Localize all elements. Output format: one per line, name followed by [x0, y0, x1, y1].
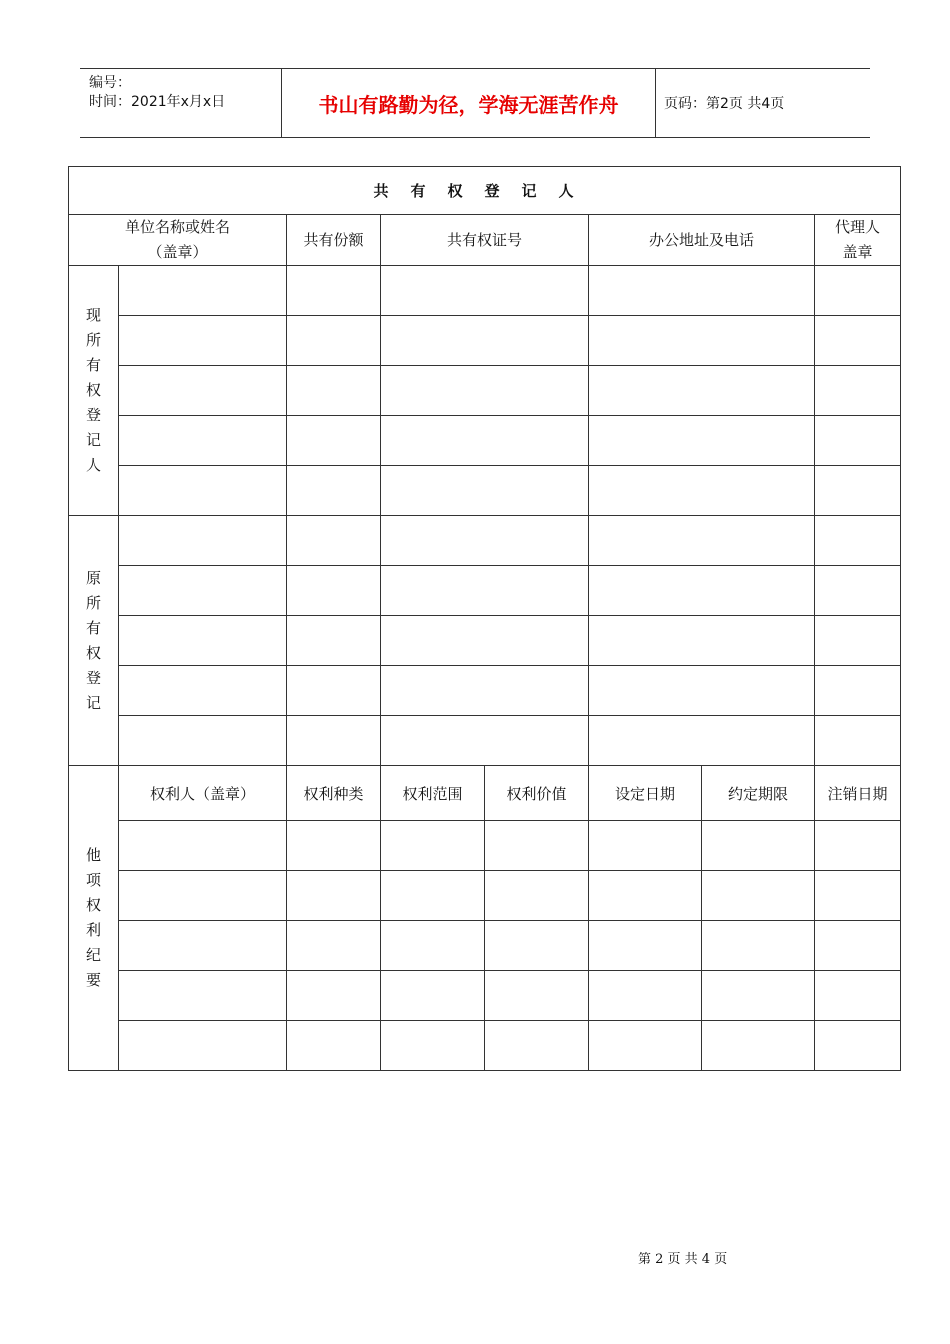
doc-number-label: 编号： — [89, 75, 131, 91]
cell-right-value[interactable] — [485, 871, 589, 921]
cell-share[interactable] — [287, 516, 381, 566]
table-row — [69, 616, 901, 666]
cell-cert[interactable] — [381, 566, 589, 616]
section-char: 记 — [85, 693, 101, 712]
table-row — [69, 466, 901, 516]
cell-address[interactable] — [589, 566, 815, 616]
cell-address[interactable] — [589, 366, 815, 416]
section-char: 纪 — [85, 946, 101, 964]
cell-right-type[interactable] — [287, 871, 381, 921]
cell-agent[interactable] — [815, 466, 901, 516]
table-title: 共有权登记人 — [69, 167, 901, 215]
section-char: 有 — [85, 356, 101, 374]
cell-address[interactable] — [589, 466, 815, 516]
cell-address[interactable] — [589, 716, 815, 766]
cell-share[interactable] — [287, 366, 381, 416]
cell-set-date[interactable] — [589, 821, 702, 871]
cell-right-type[interactable] — [287, 1021, 381, 1071]
cell-name[interactable] — [119, 466, 287, 516]
cell-agent[interactable] — [815, 566, 901, 616]
cell-holder[interactable] — [119, 921, 287, 971]
cell-address[interactable] — [589, 516, 815, 566]
cell-name[interactable] — [119, 516, 287, 566]
header-motto: 书山有路勤为径，学海无涯苦作舟 — [281, 69, 656, 137]
table-row — [69, 821, 901, 871]
cell-cancel-date[interactable] — [815, 871, 901, 921]
cell-right-value[interactable] — [485, 921, 589, 971]
cell-share[interactable] — [287, 616, 381, 666]
cell-term[interactable] — [702, 871, 815, 921]
cell-agent[interactable] — [815, 316, 901, 366]
cell-agent[interactable] — [815, 666, 901, 716]
other-rights-header-row — [69, 766, 901, 821]
cell-cert[interactable] — [381, 616, 589, 666]
section-char: 他 — [85, 846, 101, 864]
cell-agent[interactable] — [815, 416, 901, 466]
cell-address[interactable] — [589, 666, 815, 716]
col-header-agent — [815, 215, 901, 266]
cell-cert[interactable] — [381, 316, 589, 366]
cell-name[interactable] — [119, 716, 287, 766]
cell-holder[interactable] — [119, 871, 287, 921]
section-char: 人 — [85, 456, 101, 474]
cell-agent[interactable] — [815, 616, 901, 666]
col-header-agent-text: 代理人 — [835, 218, 881, 236]
col-header-name-sub: （盖章） — [147, 243, 208, 261]
cell-name[interactable] — [119, 566, 287, 616]
section-char: 有 — [85, 618, 101, 637]
cell-agent[interactable] — [815, 516, 901, 566]
col-header-holder: 权利人（盖章） — [119, 766, 287, 821]
cell-cert[interactable] — [381, 466, 589, 516]
section-label-current — [69, 266, 119, 516]
cell-set-date[interactable] — [589, 971, 702, 1021]
section-char: 现 — [85, 306, 101, 324]
col-header-share: 共有份额 — [287, 215, 381, 266]
cell-right-scope[interactable] — [381, 921, 485, 971]
cell-cert[interactable] — [381, 366, 589, 416]
table-row — [69, 871, 901, 921]
table-row — [69, 566, 901, 616]
cell-address[interactable] — [589, 266, 815, 316]
section-label-former — [69, 516, 119, 766]
cell-share[interactable] — [287, 666, 381, 716]
section-char: 权 — [85, 643, 101, 662]
table-row — [69, 516, 901, 566]
cell-set-date[interactable] — [589, 871, 702, 921]
table-row — [69, 366, 901, 416]
section-char: 项 — [85, 871, 101, 889]
section-char: 登 — [85, 406, 101, 424]
section-char: 利 — [85, 921, 101, 939]
section-label-other — [69, 766, 119, 1071]
header-page-info: 页码：第2页 共4页 — [664, 96, 785, 112]
cell-right-scope[interactable] — [381, 821, 485, 871]
table-row — [69, 666, 901, 716]
cell-cert[interactable] — [381, 516, 589, 566]
section-char: 记 — [85, 431, 101, 449]
cell-right-scope[interactable] — [381, 971, 485, 1021]
cell-share[interactable] — [287, 266, 381, 316]
cell-agent[interactable] — [815, 716, 901, 766]
cell-holder[interactable] — [119, 1021, 287, 1071]
section-char: 所 — [85, 593, 101, 612]
col-header-term: 约定期限 — [702, 766, 815, 821]
col-header-cancel-date: 注销日期 — [815, 766, 901, 821]
cell-term[interactable] — [702, 1021, 815, 1071]
section-char: 原 — [85, 568, 101, 587]
table-row — [69, 921, 901, 971]
col-header-name-text: 单位名称或姓名 — [124, 218, 230, 236]
footer-page-number: 第 2 页 共 4 页 — [638, 1252, 728, 1267]
cell-name[interactable] — [119, 616, 287, 666]
table-row — [69, 266, 901, 316]
cell-share[interactable] — [287, 466, 381, 516]
cell-right-value[interactable] — [485, 1021, 589, 1071]
cell-cancel-date[interactable] — [815, 921, 901, 971]
table-row — [69, 716, 901, 766]
section-char: 登 — [85, 668, 101, 687]
cell-set-date[interactable] — [589, 1021, 702, 1071]
section-char: 所 — [85, 331, 101, 349]
cell-holder[interactable] — [119, 971, 287, 1021]
cell-agent[interactable] — [815, 266, 901, 316]
cell-right-scope[interactable] — [381, 1021, 485, 1071]
cell-cancel-date[interactable] — [815, 1021, 901, 1071]
cell-term[interactable] — [702, 821, 815, 871]
section-char: 要 — [85, 971, 101, 989]
cell-name[interactable] — [119, 266, 287, 316]
cell-term[interactable] — [702, 921, 815, 971]
col-header-name — [69, 215, 287, 266]
cell-cert[interactable] — [381, 666, 589, 716]
cell-cert[interactable] — [381, 716, 589, 766]
cell-cancel-date[interactable] — [815, 821, 901, 871]
cell-name[interactable] — [119, 366, 287, 416]
cell-address[interactable] — [589, 416, 815, 466]
table-row — [69, 1021, 901, 1071]
cell-right-value[interactable] — [485, 971, 589, 1021]
cell-holder[interactable] — [119, 821, 287, 871]
table-row — [69, 971, 901, 1021]
col-header-right-type: 权利种类 — [287, 766, 381, 821]
col-header-agent-sub: 盖章 — [842, 243, 873, 261]
cell-address[interactable] — [589, 316, 815, 366]
cell-right-scope[interactable] — [381, 871, 485, 921]
section-char: 权 — [85, 896, 101, 914]
section-char: 权 — [85, 381, 101, 399]
col-header-set-date: 设定日期 — [589, 766, 702, 821]
col-header-right-value: 权利价值 — [485, 766, 589, 821]
cell-right-type[interactable] — [287, 971, 381, 1021]
cell-cert[interactable] — [381, 266, 589, 316]
cell-share[interactable] — [287, 716, 381, 766]
cell-right-type[interactable] — [287, 921, 381, 971]
table-row — [69, 416, 901, 466]
table-row — [69, 316, 901, 366]
co-ownership-table — [68, 166, 901, 1071]
cell-right-type[interactable] — [287, 821, 381, 871]
cell-name[interactable] — [119, 416, 287, 466]
doc-time-label: 时间：2021年x月x日 — [89, 94, 226, 110]
cell-address[interactable] — [589, 616, 815, 666]
cell-share[interactable] — [287, 566, 381, 616]
cell-share[interactable] — [287, 316, 381, 366]
cell-agent[interactable] — [815, 366, 901, 416]
cell-name[interactable] — [119, 316, 287, 366]
cell-term[interactable] — [702, 971, 815, 1021]
col-header-right-scope: 权利范围 — [381, 766, 485, 821]
cell-name[interactable] — [119, 666, 287, 716]
cell-cancel-date[interactable] — [815, 971, 901, 1021]
cell-cert[interactable] — [381, 416, 589, 466]
cell-right-value[interactable] — [485, 821, 589, 871]
col-header-address: 办公地址及电话 — [589, 215, 815, 266]
header-meta — [80, 69, 281, 137]
cell-share[interactable] — [287, 416, 381, 466]
col-header-cert: 共有权证号 — [381, 215, 589, 266]
cell-set-date[interactable] — [589, 921, 702, 971]
document-header — [80, 68, 870, 138]
